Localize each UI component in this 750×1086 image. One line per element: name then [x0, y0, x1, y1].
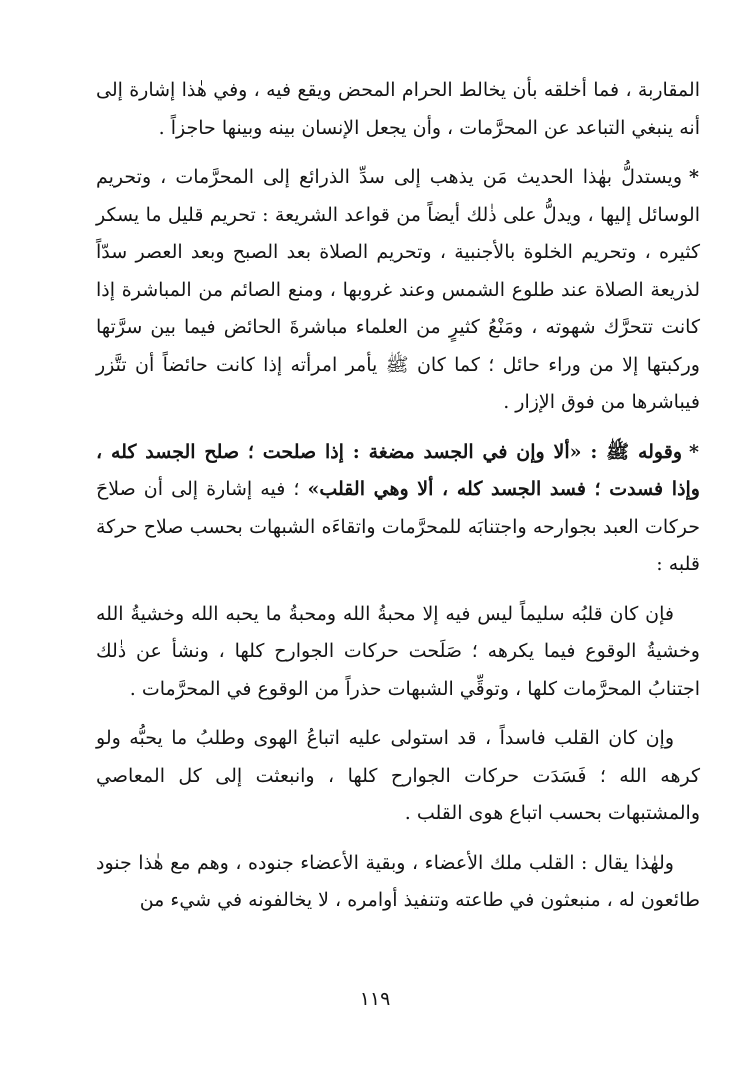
- text-run: وإن كان القلب فاسداً ، قد استولى عليه اتباعُ الهوى وطلبُ ما يحبُّه ولو كرهه الله ؛ فَسَدَت حركات الجوارح كلها ، وانبعثت إلى كل المعاصي والمشتبهات بحسب اتباع هوى القلب .: [96, 727, 700, 824]
- text-run: المقاربة ، فما أخلقه بأن يخالط الحرام المحض ويقع فيه ، وفي هٰذا إشارة إلى أنه ينبغي التباعد عن المحرَّمات ، وأن يجعل الإنسان بينه وبينها حاجزاً .: [96, 79, 700, 139]
- text-run: ويستدلُّ بهٰذا الحديث مَن يذهب إلى سدِّ الذرائع إلى المحرَّمات ، وتحريم الوسائل إليها ، ويدلُّ على ذٰلك أيضاً من قواعد الشريعة : تحريم قليل ما يسكر كثيره ، وتحريم الخلوة بالأجنبية ، وتحريم الصلاة بعد الصبح وبعد العصر سدّاً لذريعة الصلاة عند طلوع الشمس وعند غروبها ، ومنع الصائم من المباشرة إذا كانت تتحرَّك شهوته ، ومَنْعُ كثيرٍ من العلماء مباشرةَ الحائض فيما بين سرَّتها وركبتها إلا من وراء حائل ؛ كما كان ﷺ يأمر امرأته إذا كانت حائضاً أن تتَّزر فيباشرها من فوق الإزار .: [96, 166, 700, 413]
- bullet-asterisk-icon: *: [689, 166, 699, 188]
- page-number: ١١٩: [359, 988, 391, 1010]
- paragraph-1: [96, 72, 700, 147]
- text-run: فإن كان قلبُه سليماً ليس فيه إلا محبةُ الله ومحبةُ ما يحبه الله وخشيةُ الله وخشيةُ الوقوع فيما يكرهه ؛ صَلَحت حركات الجوارح كلها ، ونشأ عن ذٰلك اجتنابُ المحرَّمات كلها ، وتوقِّي الشبهات حذراً من الوقوع في المحرَّمات .: [96, 602, 700, 700]
- text-run: ؛ فيه إشارة إلى أن صلاحَ حركات العبد بجوارحه واجتنابَه للمحرَّمات واتقاءَه الشبهات بحسب صلاح حركة قلبه :: [96, 478, 700, 575]
- paragraph-4: [96, 596, 700, 709]
- text-run: ولهٰذا يقال : القلب ملك الأعضاء ، وبقية الأعضاء جنوده ، وهم مع هٰذا جنود طائعون له ، منبعثون في طاعته وتنفيذ أوامره ، لا يخالفونه في شيء من: [96, 851, 700, 911]
- body-text: [96, 72, 700, 932]
- paragraph-6: [96, 845, 700, 920]
- paragraph-3: [96, 434, 700, 584]
- paragraph-2: [96, 159, 700, 422]
- bullet-asterisk-icon: *: [689, 440, 699, 463]
- paragraph-5: [96, 720, 700, 833]
- hadith-quote: وقوله ﷺ : «ألا وإن في الجسد مضغة : إذا صلحت ؛ صلح الجسد كله ، وإذا فسدت ؛ فسد الجسد كله ، ألا وهي القلب»: [96, 440, 700, 500]
